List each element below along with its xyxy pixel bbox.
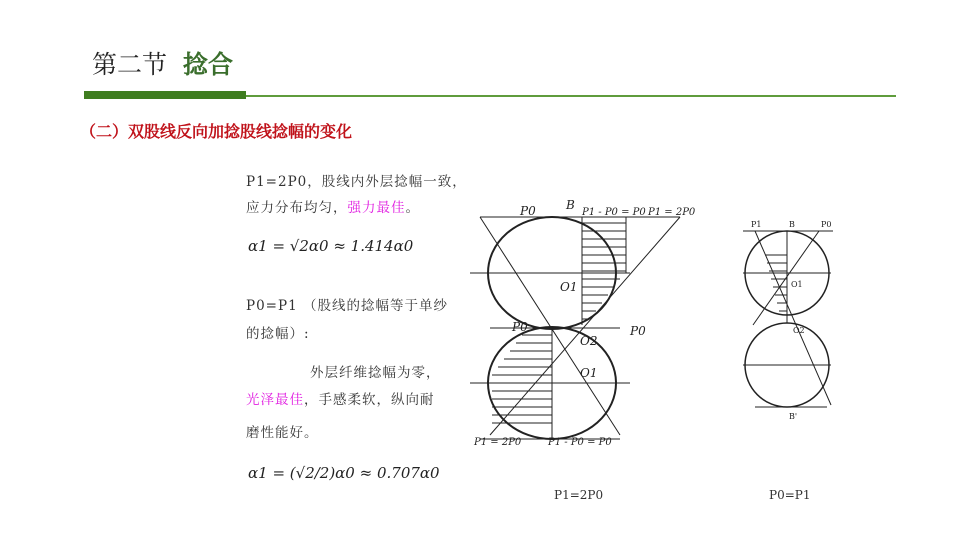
header-accent-bar [84, 91, 246, 99]
label-b-right: B [789, 220, 795, 229]
caption-right: P0=P1 [769, 488, 811, 502]
case2-formula: α1 = (√2/2)α0 ≈ 0.707α0 [248, 464, 440, 482]
twist-diagram-right [735, 215, 845, 435]
case1-line2 [246, 195, 420, 221]
case1-line1: P1=2P0，股线内外层捻幅一致， [246, 174, 467, 190]
label-p0-mid-left: P0 [512, 320, 528, 334]
case1-formula: α1 = √2α0 ≈ 1.414α0 [248, 237, 414, 255]
label-eq-bottom1: P1 = 2P0 [474, 437, 522, 448]
subtitle: （二）双股线反向加捻股线捻幅的变化 [80, 122, 353, 141]
case1-line2-c: 。 [405, 200, 420, 216]
label-eq-top2: P1 = 2P0 [648, 207, 696, 218]
case1-line2-a: 应力分布均匀， [246, 200, 348, 216]
case2-line3: 外层纤维捻幅为零， [310, 365, 441, 381]
case2-line1: P0=P1 （股线的捻幅等于单纱 [246, 298, 448, 314]
label-eq-bottom2: P1 - P0 = P0 [548, 437, 612, 448]
case2-line4 [246, 387, 435, 413]
caption-left: P1=2P0 [554, 488, 604, 502]
label-eq-top1: P1 - P0 = P0 [582, 207, 646, 218]
section-label: 第二节 [92, 50, 168, 79]
case1-highlight: 强力最佳 [347, 200, 406, 216]
label-p0-mid-right: P0 [630, 324, 646, 338]
label-o1-bottom: O1 [580, 366, 598, 380]
label-p0-top: P0 [520, 204, 536, 218]
case2-highlight: 光泽最佳 [246, 392, 304, 408]
label-o1-right: O1 [791, 280, 803, 289]
label-o2: O2 [580, 334, 598, 348]
label-o1-top: O1 [560, 280, 578, 294]
label-b-top: B [566, 198, 575, 212]
label-p0-right: P0 [821, 220, 832, 229]
case2-line2: 的捻幅）: [246, 326, 310, 342]
twist-diagram-left [470, 195, 696, 465]
label-b-prime: B' [789, 412, 798, 421]
case2-line4-b: ，手感柔软，纵向耐 [304, 392, 435, 408]
label-o2-right: O2 [793, 326, 805, 335]
label-p1-right: P1 [751, 220, 762, 229]
case2-line5: 磨性能好。 [246, 425, 319, 441]
page-title [92, 48, 233, 82]
section-topic: 捻合 [182, 50, 233, 79]
